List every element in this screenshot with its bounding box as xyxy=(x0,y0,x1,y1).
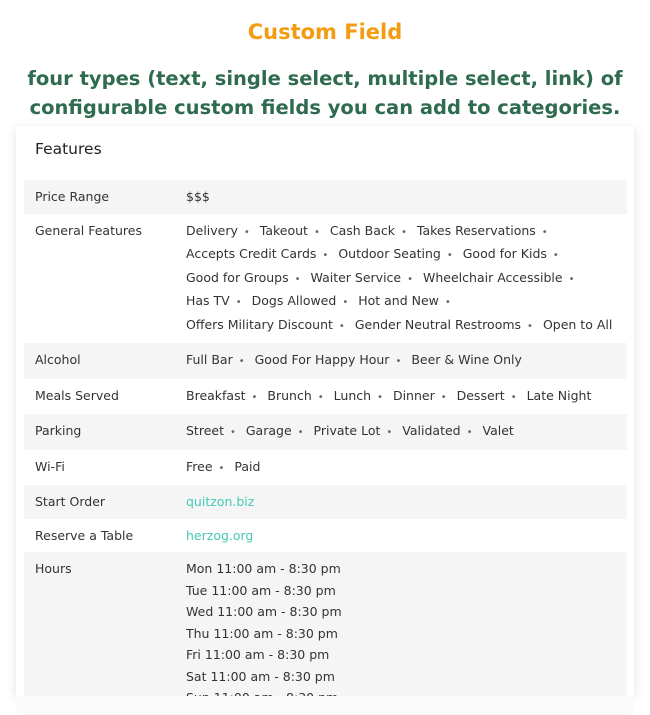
hours-line: Wed 11:00 am - 8:30 pm xyxy=(186,604,342,619)
row-value: $$$ xyxy=(186,189,210,204)
feature-item: Brunch xyxy=(267,387,312,403)
row-value xyxy=(186,220,627,338)
table-row-alcohol xyxy=(24,343,627,379)
feature-item: Garage xyxy=(245,423,292,438)
reserve-table-link[interactable]: herzog.org xyxy=(186,527,254,543)
table-row-meals-served xyxy=(24,379,627,415)
feature-item: Good for Kids xyxy=(462,246,547,261)
feature-item: Late Night xyxy=(526,387,592,403)
bullet-separator: • xyxy=(229,427,236,438)
row-value xyxy=(186,349,627,373)
bullet-separator: • xyxy=(568,273,575,285)
page-title: Custom Field xyxy=(247,20,403,44)
feature-item: Dogs Allowed xyxy=(251,293,337,308)
feature-item: Wheelchair Accessible xyxy=(423,269,563,285)
bullet-separator: • xyxy=(235,297,242,308)
section-title: Features xyxy=(35,140,102,158)
table-row-reserve-table xyxy=(24,519,627,553)
bullet-separator: • xyxy=(243,226,250,238)
feature-item: Open to All xyxy=(542,316,613,332)
table-row-general-features xyxy=(24,214,627,344)
bullet-separator: • xyxy=(338,320,345,332)
row-label: Start Order xyxy=(35,494,106,509)
bullet-separator: • xyxy=(541,226,548,238)
table-row-price-range xyxy=(24,180,627,214)
feature-item: Good For Happy Hour xyxy=(254,352,390,367)
feature-item: Validated xyxy=(402,423,461,438)
bullet-separator: • xyxy=(510,391,517,403)
feature-item: Lunch xyxy=(333,387,372,403)
row-value xyxy=(186,456,627,480)
feature-item: Accepts Credit Cards xyxy=(186,246,317,261)
feature-item: Takes Reservations xyxy=(416,222,536,238)
feature-item: Hot and New xyxy=(358,293,439,308)
feature-item: Free xyxy=(186,458,213,474)
feature-item: Waiter Service xyxy=(310,269,402,285)
table-row-start-order xyxy=(24,485,627,519)
bullet-separator: • xyxy=(342,297,349,308)
feature-item: Takeout xyxy=(259,222,308,238)
table-row-wifi xyxy=(24,450,627,486)
row-value xyxy=(186,491,627,513)
bullet-separator: • xyxy=(218,462,225,474)
feature-item: Full Bar xyxy=(186,352,233,367)
hours-line: Sat 11:00 am - 8:30 pm xyxy=(186,668,335,684)
bullet-separator: • xyxy=(322,250,329,261)
feature-item: Beer & Wine Only xyxy=(411,352,522,367)
row-label: Meals Served xyxy=(35,387,119,403)
row-label: Wi-Fi xyxy=(35,458,65,474)
feature-item: Private Lot xyxy=(313,423,381,438)
bullet-separator: • xyxy=(444,297,451,308)
feature-item: Dinner xyxy=(392,387,435,403)
feature-item: Good for Groups xyxy=(186,269,289,285)
row-label: Parking xyxy=(35,423,82,438)
feature-item: Breakfast xyxy=(186,387,246,403)
feature-item: Cash Back xyxy=(329,222,396,238)
bullet-separator: • xyxy=(407,273,414,285)
hours-line: Thu 11:00 am - 8:30 pm xyxy=(186,625,338,641)
row-label: Hours xyxy=(35,561,72,576)
table-row-hours xyxy=(24,552,627,715)
row-value xyxy=(186,525,627,547)
row-value xyxy=(186,420,627,444)
row-label: Price Range xyxy=(35,189,110,204)
feature-item: Has TV xyxy=(186,293,230,308)
feature-item: Outdoor Seating xyxy=(338,246,441,261)
feature-item: Dessert xyxy=(456,387,505,403)
bullet-separator: • xyxy=(466,427,473,438)
row-value xyxy=(186,385,627,409)
bullet-separator: • xyxy=(552,250,559,261)
bullet-separator: • xyxy=(395,356,402,367)
bullet-separator: • xyxy=(294,273,301,285)
row-label: General Features xyxy=(35,222,142,238)
feature-item: Offers Military Discount xyxy=(186,316,333,332)
row-value xyxy=(186,558,627,709)
bullet-separator: • xyxy=(313,226,320,238)
feature-item: Paid xyxy=(234,458,261,474)
row-label: Reserve a Table xyxy=(35,527,134,543)
bullet-separator: • xyxy=(251,391,258,403)
bullet-separator: • xyxy=(446,250,453,261)
bullet-separator: • xyxy=(401,226,407,238)
bullet-separator: • xyxy=(297,427,304,438)
page-subtitle xyxy=(0,64,650,122)
bullet-separator: • xyxy=(527,320,533,332)
feature-item: Gender Neutral Restrooms xyxy=(354,316,522,332)
subtitle-line-1: four types (text, single select, multiple select, link) of xyxy=(27,67,623,90)
feature-item: Valet xyxy=(482,423,514,438)
bullet-separator: • xyxy=(377,391,383,403)
bullet-separator: • xyxy=(386,427,393,438)
start-order-link[interactable]: quitzon.biz xyxy=(186,494,255,509)
bullet-separator: • xyxy=(317,391,324,403)
features-table xyxy=(24,180,627,715)
feature-item: Street xyxy=(186,423,224,438)
hours-line: Mon 11:00 am - 8:30 pm xyxy=(186,561,341,576)
subtitle-line-2: configurable custom fields you can add to categories. xyxy=(29,96,621,119)
hours-line: Fri 11:00 am - 8:30 pm xyxy=(186,647,330,662)
hours-line: Tue 11:00 am - 8:30 pm xyxy=(186,582,336,598)
bullet-separator: • xyxy=(238,356,245,367)
table-row-parking xyxy=(24,414,627,450)
feature-item: Delivery xyxy=(186,222,238,238)
row-label: Alcohol xyxy=(35,352,81,367)
bullet-separator: • xyxy=(440,391,447,403)
bottom-fade xyxy=(16,696,634,714)
